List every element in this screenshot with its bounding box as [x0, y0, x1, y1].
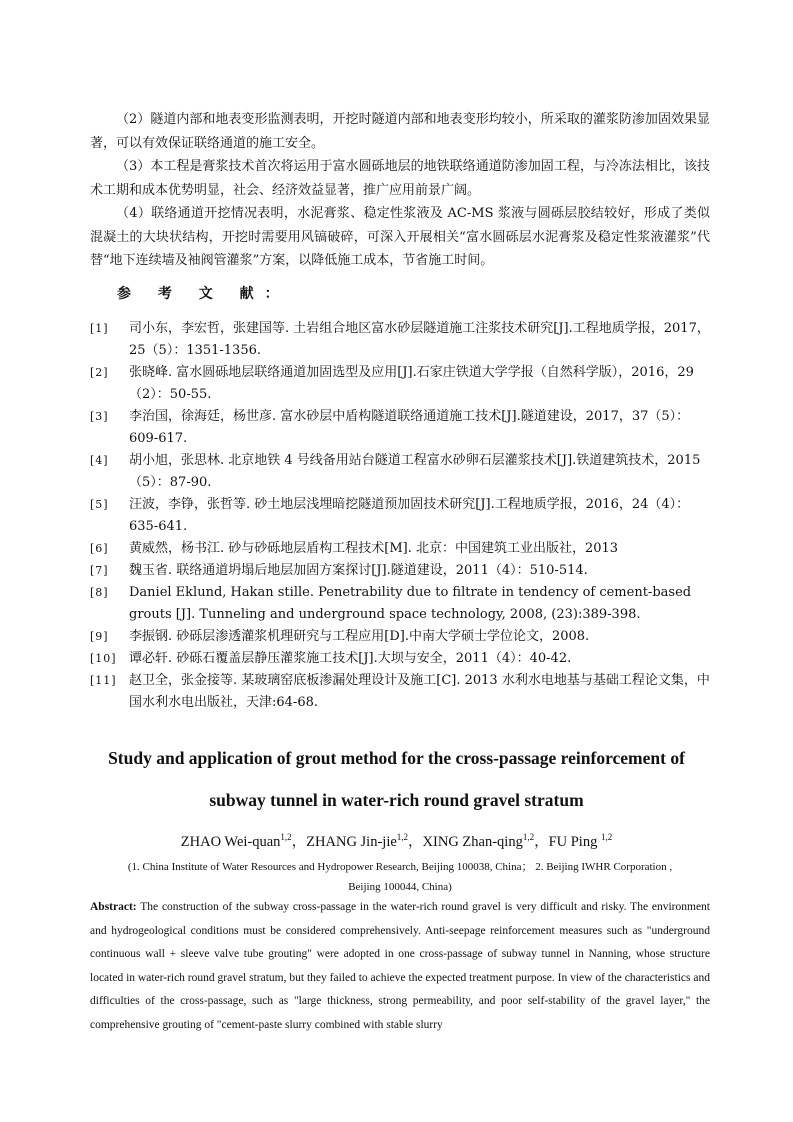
reference-text: 汪波，李铮，张哲等. 砂土地层浅埋暗挖隧道预加固技术研究[J].工程地质学报，2016，24（4）：635-641.: [129, 497, 690, 534]
affiliation-line-2: Beijing 100044, China): [348, 881, 452, 893]
reference-item: [90, 560, 710, 582]
reference-item: [90, 450, 710, 494]
reference-number: [6]: [90, 542, 109, 555]
reference-text: 李振钢. 砂砾层渗透灌浆机理研究与工程应用[D].中南大学硕士学位论文，2008.: [129, 629, 590, 644]
reference-text: 胡小旭，张思林. 北京地铁 4 号线备用站台隧道工程富水砂卵石层灌浆技术[J].铁道建筑技术，2015（5）：87-90.: [129, 453, 701, 490]
reference-number: [8]: [90, 586, 109, 599]
reference-text: 赵卫全，张金接等. 某玻璃窑底板渗漏处理设计及施工[C]. 2013 水利水电地基与基础工程论文集，中国水利水电出版社，天津:64-68.: [129, 673, 710, 710]
affiliations: [90, 857, 710, 897]
reference-item: [90, 362, 710, 406]
reference-number: [11]: [90, 674, 117, 687]
reference-number: [5]: [90, 498, 109, 511]
author-list: ZHAO Wei-quan$^{1,2}$，ZHANG Jin-jie$^{1,2}$，XING Zhan-qing$^{1,2}$，FU Ping $^{1,2}$: [180, 832, 613, 850]
reference-number: [4]: [90, 454, 109, 467]
abstract-text: The construction of the subway cross-passage in the water-rich round gravel is very difficult and risky. The environment and hydrogeological conditions must be considered comprehensively. Anti-seepage reinforcement measures such as "underground continuous wall + sleeve valve tube grouting" were adopted in one cross-passage of subway tunnel in Nanning, whose structure located in water-rich round gravel stratum, but they failed to achieve the expected treatment purpose. In view of the characteristics and difficulties of the cross-passage, such as "large thickness, strong permeability, and poor self-stability of the gravel layer," the comprehensive grouting of "cement-paste slurry combined with stable slurry: [90, 901, 710, 1031]
english-title-line-1: Study and application of grout method for the cross-passage reinforcement of: [108, 748, 685, 768]
reference-text: 李治国，徐海廷，杨世彦. 富水砂层中盾构隧道联络通道施工技术[J].隧道建设，2017，37（5）：609-617.: [129, 409, 690, 446]
english-title-line-2: subway tunnel in water-rich round gravel stratum: [209, 790, 584, 810]
abstract: [90, 896, 710, 1037]
references-heading: 参 考 文 献：: [117, 286, 290, 302]
reference-item: [90, 406, 710, 450]
reference-list: [90, 318, 710, 714]
reference-number: [7]: [90, 564, 109, 577]
reference-item: [90, 626, 710, 648]
reference-text: 张晓峰. 富水圆砾地层联络通道加固选型及应用[J].石家庄铁道大学学报（自然科学版），2016，29（2）：50-55.: [129, 365, 694, 402]
conclusion-paragraph-4: （4）联络通道开挖情况表明，水泥膏浆、稳定性浆液及 AC-MS 浆液与圆砾层胶结较好，形成了类似混凝土的大块状结构，开挖时需要用风镐破碎，可深入开展相关“富水圆砾层水泥膏浆及稳定性浆液灌浆”代替“地下连续墙及袖阀管灌浆”方案，以降低施工成本，节省施工时间。: [90, 206, 710, 268]
reference-item: [90, 670, 710, 714]
reference-text: 黄威然，杨书江. 砂与砂砾地层盾构工程技术[M]. 北京：中国建筑工业出版社，2013: [129, 541, 619, 556]
reference-item: [90, 538, 710, 560]
reference-number: [10]: [90, 652, 117, 665]
reference-item: [90, 582, 710, 626]
reference-item: [90, 494, 710, 538]
reference-number: [1]: [90, 322, 109, 335]
reference-text: Daniel Eklund, Hakan stille. Penetrability due to filtrate in tendency of cement-based grouts [J]. Tunneling and underground space technology, 2008, (23):389-398.: [129, 585, 692, 622]
conclusion-paragraph-2: （2）隧道内部和地表变形监测表明，开挖时隧道内部和地表变形均较小，所采取的灌浆防渗加固效果显著，可以有效保证联络通道的施工安全。: [90, 112, 710, 151]
abstract-label: Abstract:: [90, 901, 137, 913]
conclusion-paragraph-3: （3）本工程是膏浆技术首次将运用于富水圆砾地层的地铁联络通道防渗加固工程，与冷冻法相比，该技术工期和成本优势明显，社会、经济效益显著，推广应用前景广阔。: [90, 159, 710, 198]
reference-item: [90, 648, 710, 670]
reference-number: [9]: [90, 630, 109, 643]
affiliation-line-1: (1. China Institute of Water Resources and Hydropower Research, Beijing 100038, China； 2. Beijing IWHR Corporation ,: [127, 861, 673, 873]
reference-item: [90, 318, 710, 362]
reference-text: 魏玉省. 联络通道坍塌后地层加固方案探讨[J].隧道建设，2011（4）：510-514.: [129, 563, 588, 578]
reference-number: [3]: [90, 410, 109, 423]
reference-text: 司小东，李宏哲，张建国等. 土岩组合地区富水砂层隧道施工注浆技术研究[J].工程地质学报，2017，25（5）：1351-1356.: [129, 321, 710, 358]
reference-text: 谭必轩. 砂砾石覆盖层静压灌浆施工技术[J].大坝与安全，2011（4）：40-42.: [129, 651, 572, 666]
reference-number: [2]: [90, 366, 109, 379]
